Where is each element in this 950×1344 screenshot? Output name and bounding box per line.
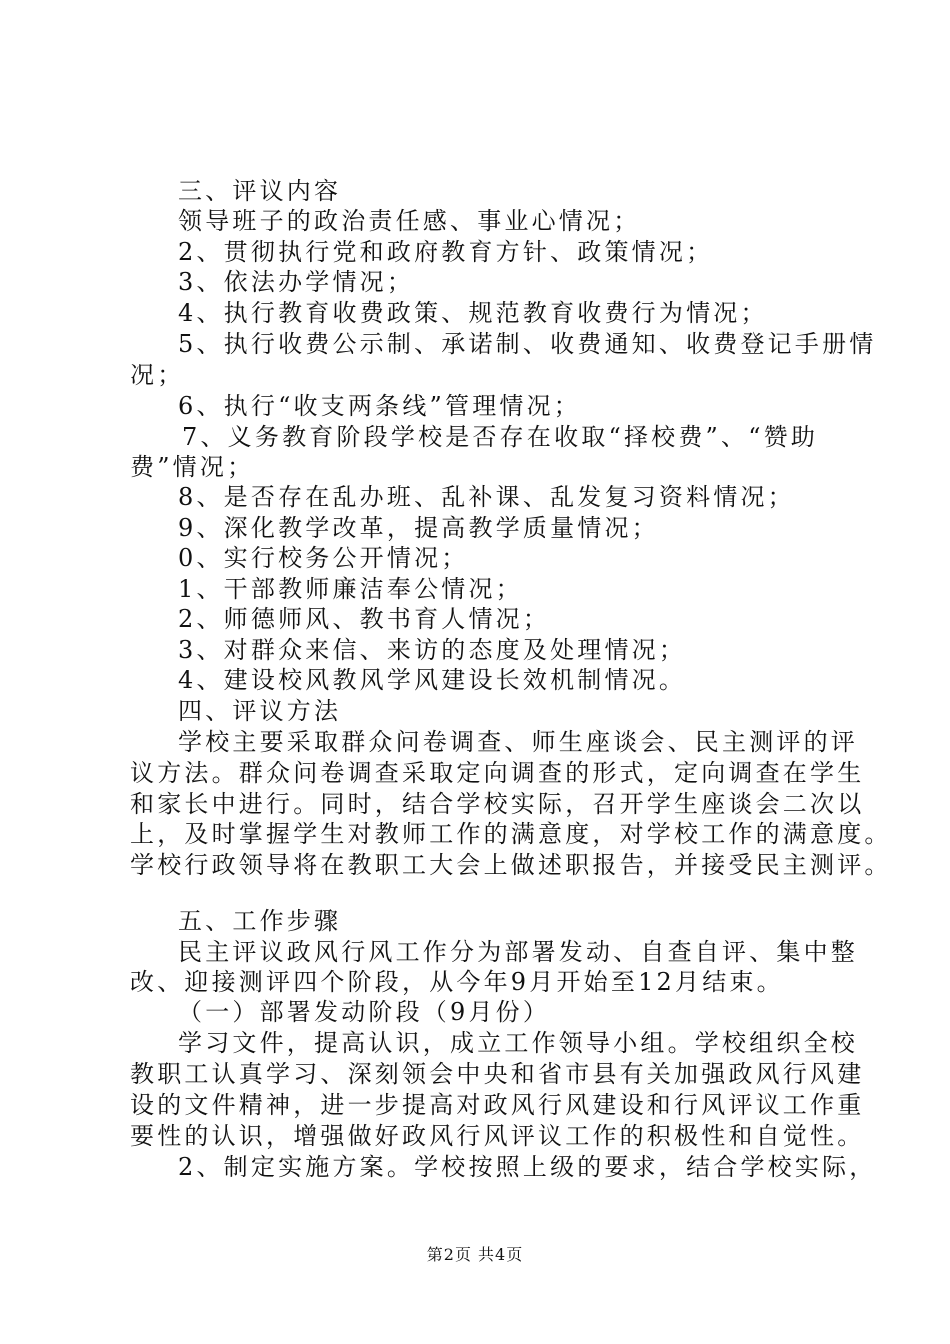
text-line: 4、建设校风教风学风建设长效机制情况。 [178, 666, 687, 694]
text-line: 7、义务教育阶段学校是否存在收取“择校费”、“赞助 [182, 423, 819, 451]
text-line: 4、执行教育收费政策、规范教育收费行为情况； [178, 299, 768, 327]
text-line: 设的文件精神，进一步提高对政风行风建设和行风评议工作重 [130, 1091, 865, 1119]
text-line: 2、师德师风、教书育人情况； [178, 605, 551, 633]
text-line: 上，及时掌握学生对教师工作的满意度，对学校工作的满意度。 [130, 820, 892, 848]
text-line: 3、对群众来信、来访的态度及处理情况； [178, 636, 687, 664]
text-line: 要性的认识，增强做好政风行风评议工作的积极性和自觉性。 [130, 1122, 865, 1150]
text-line: 3、依法办学情况； [178, 268, 415, 296]
text-line: 2、制定实施方案。学校按照上级的要求，结合学校实际， [178, 1153, 877, 1181]
text-line: 1、干部教师廉洁奉公情况； [178, 575, 523, 603]
text-line: 领导班子的政治责任感、事业心情况； [178, 207, 641, 235]
text-line: 8、是否存在乱办班、乱补课、乱发复习资料情况； [178, 483, 795, 511]
text-line: 0、实行校务公开情况； [178, 544, 469, 572]
text-line: 费”情况； [130, 453, 255, 481]
section-heading-work-steps: 五、工作步骤 [178, 907, 342, 935]
text-line: 学校行政领导将在教职工大会上做述职报告，并接受民主测评。 [130, 851, 892, 879]
text-line: 学校主要采取群众问卷调查、师生座谈会、民主测评的评 [178, 728, 858, 756]
text-line: 议方法。群众问卷调查采取定向调查的形式，定向调查在学生 [130, 759, 865, 787]
text-line: 改、迎接测评四个阶段，从今年9月开始至12月结束。 [130, 968, 784, 996]
subsection-heading: （一）部署发动阶段（9月份） [178, 998, 551, 1026]
text-line: 5、执行收费公示制、承诺制、收费通知、收费登记手册情 [178, 330, 877, 358]
text-line: 况； [130, 361, 185, 389]
section-heading-review-content: 三、评议内容 [178, 177, 342, 205]
text-line: 9、深化教学改革，提高教学质量情况； [178, 514, 659, 542]
text-line: 学习文件，提高认识，成立工作领导小组。学校组织全校 [178, 1029, 858, 1057]
text-line: 民主评议政风行风工作分为部署发动、自查自评、集中整 [178, 938, 858, 966]
text-line: 和家长中进行。同时，结合学校实际，召开学生座谈会二次以 [130, 790, 865, 818]
page-number-footer: 第2页 共4页 [426, 1245, 524, 1264]
text-line: 教职工认真学习、深刻领会中央和省市县有关加强政风行风建 [130, 1060, 865, 1088]
text-line: 2、贯彻执行党和政府教育方针、政策情况； [178, 238, 714, 266]
section-heading-review-method: 四、评议方法 [178, 697, 342, 725]
text-line: 6、执行“收支两条线”管理情况； [178, 392, 582, 420]
